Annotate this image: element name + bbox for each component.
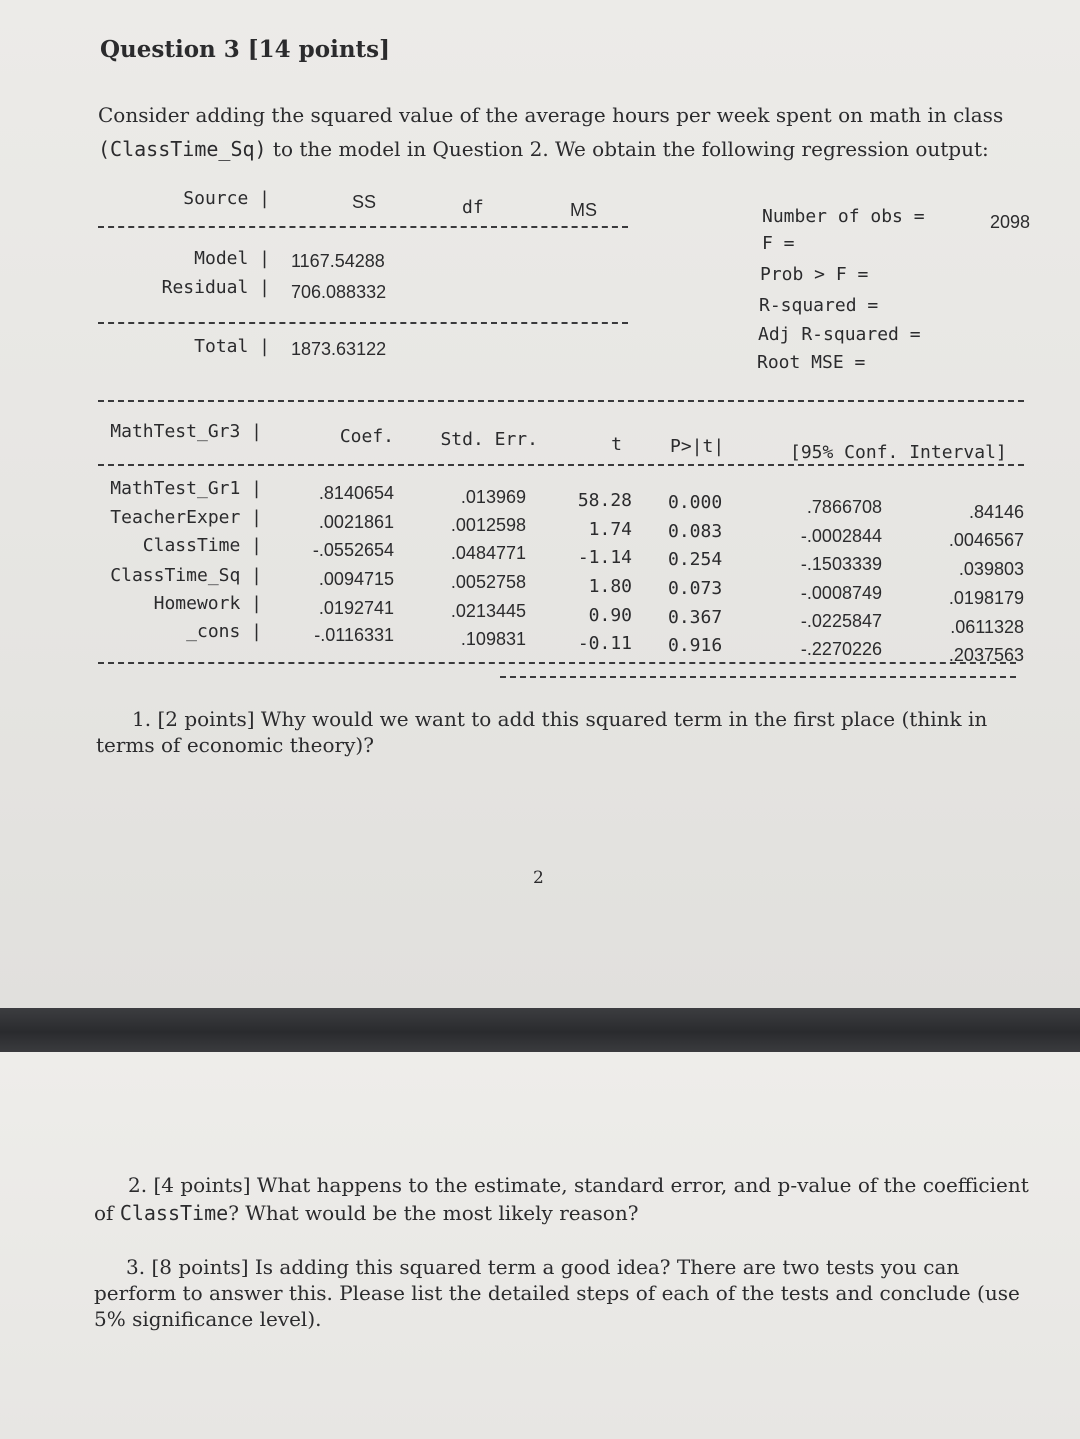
coef-row-ci-high: .84146 — [968, 502, 1024, 522]
coef-row-ci-low: -.2270226 — [800, 639, 882, 659]
coef-row-ci-low: -.0225847 — [800, 611, 882, 631]
coef-header-se: Std. Err. — [440, 429, 538, 450]
anova-row-model-source: Model | — [194, 248, 270, 269]
coef-row-coef: .0094715 — [318, 569, 394, 589]
intro-line-1: Consider adding the squared value of the average hours per week spent on math in class — [98, 103, 1004, 127]
coef-row-coef: .0192741 — [318, 598, 394, 618]
page-edge-shadow — [0, 1008, 1080, 1052]
stat-label-adj-r-squared: Adj R-squared = — [758, 324, 921, 345]
q2-code-classtime: ClassTime — [119, 1201, 229, 1225]
q2-line-2-pre: of — [94, 1201, 120, 1225]
coef-rule-bottom — [98, 662, 1016, 664]
stat-label-r-squared: R-squared = — [759, 295, 879, 316]
coef-row-t: -1.14 — [577, 547, 632, 568]
coef-rule-top — [98, 400, 1024, 402]
coef-row-ci-high: .0046567 — [948, 530, 1024, 550]
coef-row-ci-low: -.1503339 — [800, 554, 882, 574]
q3-line-3: 5% significance level). — [94, 1307, 322, 1331]
coef-row-var: Homework | — [153, 593, 262, 614]
coef-row-coef: .8140654 — [318, 483, 394, 503]
anova-header-ms: MS — [570, 200, 597, 220]
coef-header-coef: Coef. — [339, 426, 394, 447]
anova-row-residual-ss: 706.088332 — [291, 282, 387, 302]
anova-rule-mid — [98, 322, 628, 324]
coef-row-p: 0.254 — [668, 549, 723, 570]
q3-line-1: 3. [8 points] Is adding this squared term a good idea? There are two tests you can — [126, 1255, 960, 1279]
stat-label-prob-f: Prob > F = — [760, 264, 869, 285]
coef-row-ci-low: -.0008749 — [800, 583, 882, 603]
coef-row-se: .0213445 — [450, 601, 526, 621]
coef-row-ci-low: -.0002844 — [800, 526, 882, 546]
coef-row-coef: -.0552654 — [312, 540, 394, 560]
q2-line-2-post: ? What would be the most likely reason? — [228, 1201, 639, 1225]
coef-header-t: t — [611, 434, 622, 455]
anova-row-total-ss: 1873.63122 — [291, 339, 387, 359]
coef-header-ci: [95% Conf. Interval] — [790, 442, 1007, 463]
coef-header-depvar: MathTest_Gr3 | — [110, 421, 262, 442]
stat-label-f: F = — [762, 233, 795, 254]
coef-row-ci-high: .0611328 — [950, 617, 1024, 637]
coef-row-se: .0052758 — [450, 572, 526, 592]
coef-row-se: .0012598 — [450, 515, 526, 535]
coef-row-p: 0.916 — [668, 635, 723, 656]
coef-row-ci-high: .039803 — [958, 559, 1024, 579]
coef-row-t: 0.90 — [588, 605, 632, 626]
coef-row-se: .0484771 — [450, 543, 526, 563]
coef-row-var: TeacherExper | — [110, 507, 262, 528]
coef-row-se: .109831 — [460, 629, 526, 649]
question-title: Question 3 [14 points] — [100, 36, 391, 63]
coef-row-p: 0.073 — [668, 578, 723, 599]
coef-row-var: _cons | — [186, 621, 262, 642]
anova-row-model-ss: 1167.54288 — [291, 251, 385, 271]
q2-line-1: 2. [4 points] What happens to the estimate, standard error, and p-value of the coefficient — [128, 1173, 1029, 1197]
anova-header-df: df — [462, 197, 484, 218]
coef-row-se: .013969 — [460, 487, 526, 507]
coef-row-p: 0.083 — [668, 521, 723, 542]
coef-row-var: ClassTime_Sq | — [110, 565, 262, 586]
q1-line-1: 1. [2 points] Why would we want to add this squared term in the first place (think in — [132, 707, 988, 731]
exam-page-bottom — [0, 1052, 1080, 1439]
page-number: 2 — [533, 868, 544, 888]
intro-line-2 — [98, 132, 989, 166]
coef-row-var: MathTest_Gr1 | — [110, 478, 262, 499]
coef-row-p: 0.367 — [668, 607, 723, 628]
coef-row-t: -0.11 — [577, 633, 632, 654]
coef-rule-bottom-shadow — [500, 676, 1016, 678]
coef-row-t: 1.80 — [588, 576, 632, 597]
coef-row-var: ClassTime | — [142, 535, 262, 556]
coef-row-t: 1.74 — [588, 519, 632, 540]
coef-row-t: 58.28 — [577, 490, 632, 511]
coef-row-ci-low: .7866708 — [806, 497, 882, 517]
anova-rule-top — [98, 226, 628, 228]
q3-line-2: perform to answer this. Please list the detailed steps of each of the tests and conclude (use — [94, 1281, 1020, 1305]
anova-header-ss: SS — [352, 192, 377, 212]
coef-header-p: P>|t| — [670, 436, 725, 457]
anova-header-source: Source | — [183, 188, 270, 209]
stat-value-nobs: 2098 — [990, 212, 1031, 232]
coef-row-p: 0.000 — [668, 492, 723, 513]
anova-row-residual-source: Residual | — [161, 277, 270, 298]
coef-row-ci-high: .0198179 — [948, 588, 1024, 608]
stat-label-nobs: Number of obs = — [762, 206, 925, 227]
q1-line-2: terms of economic theory)? — [96, 733, 374, 757]
coef-row-coef: -.0116331 — [314, 625, 394, 645]
coef-row-coef: .0021861 — [318, 512, 394, 532]
intro-line-2-text: to the model in Question 2. We obtain the following regression output: — [266, 137, 989, 161]
q2-line-2 — [94, 1196, 638, 1230]
stat-label-root-mse: Root MSE = — [757, 352, 866, 373]
anova-row-total-source: Total | — [194, 336, 270, 357]
coef-rule-mid — [98, 464, 1024, 466]
coef-row-ci-high: .2037563 — [948, 645, 1024, 665]
intro-code-classtime-sq: (ClassTime_Sq) — [98, 137, 267, 161]
